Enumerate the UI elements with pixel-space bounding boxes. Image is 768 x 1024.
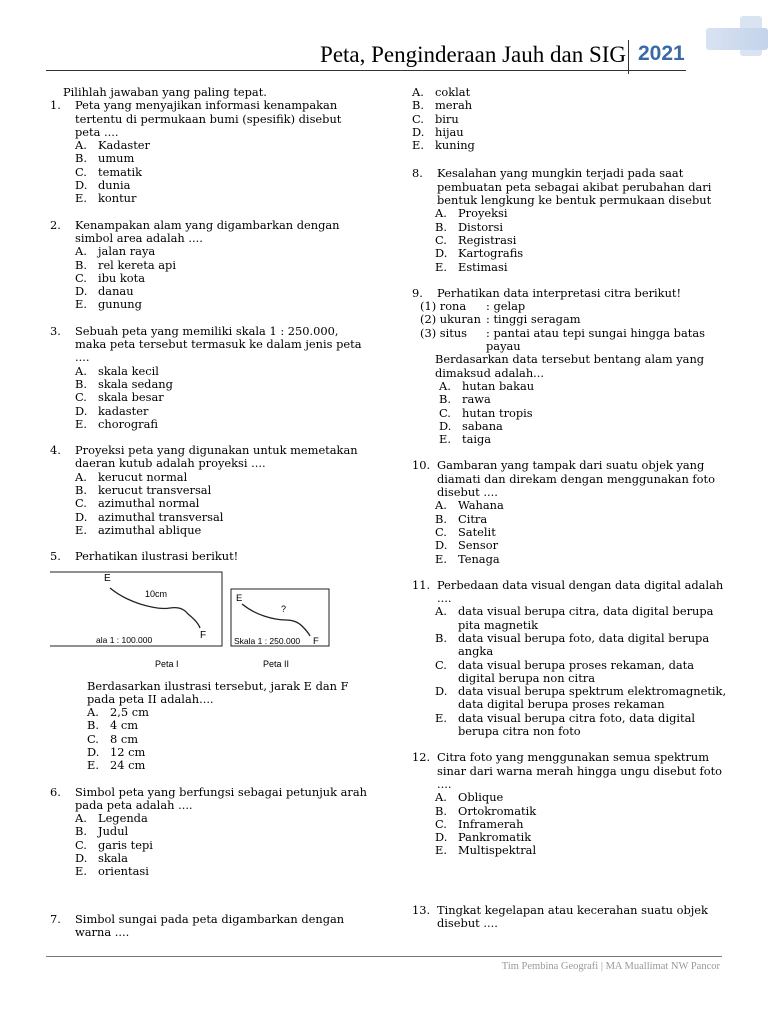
question-text: Sebuah peta yang memiliki skala 1 : 250.000, maka peta tersebut termasuk ke dalam jenis peta .... bbox=[75, 323, 362, 365]
option-text: kerucut normal bbox=[98, 469, 188, 484]
question-header bbox=[50, 325, 370, 365]
option-text: skala kecil bbox=[98, 363, 159, 378]
answer-option bbox=[412, 380, 732, 393]
option-letter: D. bbox=[75, 178, 88, 193]
option-letter: D. bbox=[87, 744, 100, 759]
answer-option bbox=[412, 659, 732, 686]
answer-option bbox=[50, 511, 370, 524]
option-text: kuning bbox=[435, 138, 475, 153]
question-4 bbox=[50, 444, 370, 537]
question-5-followup: Berdasarkan ilustrasi tersebut, jarak E dan F pada peta II adalah.... bbox=[87, 678, 349, 706]
answer-option bbox=[412, 86, 732, 99]
option-letter: E. bbox=[75, 191, 87, 206]
option-text: data visual berupa citra, data digital berupa pita magnetik bbox=[458, 604, 714, 632]
question-5 bbox=[50, 550, 370, 772]
option-letter: C. bbox=[87, 731, 99, 746]
question-text: Peta yang menyajikan informasi kenampakan tertentu di permukaan bumi (spesifik) disebut peta .... bbox=[75, 98, 342, 139]
question-6 bbox=[50, 786, 370, 879]
option-text: azimuthal normal bbox=[98, 496, 200, 511]
option-letter: B. bbox=[435, 219, 447, 234]
option-letter: A. bbox=[435, 604, 447, 619]
answer-option bbox=[412, 207, 732, 220]
answer-option bbox=[50, 245, 370, 258]
answer-option bbox=[50, 139, 370, 152]
option-letter: B. bbox=[75, 483, 87, 498]
option-letter: D. bbox=[435, 684, 448, 699]
item-value: : gelap bbox=[486, 299, 526, 314]
answer-option bbox=[412, 234, 732, 247]
option-letter: D. bbox=[435, 246, 448, 261]
option-text: rawa bbox=[462, 392, 491, 407]
option-text: Multispektral bbox=[458, 843, 537, 858]
item-label: (1) rona bbox=[420, 299, 467, 314]
question-7-options bbox=[412, 86, 732, 152]
option-text: Kadaster bbox=[98, 138, 150, 153]
option-text: data visual berupa citra foto, data digital berupa citra non foto bbox=[458, 710, 696, 739]
question-number: 4. bbox=[50, 443, 61, 458]
option-letter: A. bbox=[75, 363, 87, 378]
header-rule bbox=[46, 70, 686, 71]
answer-option bbox=[50, 852, 370, 865]
option-text: hutan bakau bbox=[462, 378, 535, 393]
option-letter: A. bbox=[87, 705, 99, 720]
map1-point-e: E bbox=[104, 572, 111, 584]
option-letter: D. bbox=[75, 284, 88, 299]
question-number: 11. bbox=[412, 577, 431, 592]
question-9-followup: Berdasarkan data tersebut bentang alam yang dimaksud adalah... bbox=[435, 352, 705, 380]
page-year: 2021 bbox=[638, 42, 685, 65]
option-text: tematik bbox=[98, 164, 143, 179]
question-number: 3. bbox=[50, 323, 61, 338]
option-text: Inframerah bbox=[458, 816, 524, 831]
question-3 bbox=[50, 325, 370, 431]
answer-option bbox=[412, 139, 732, 152]
option-letter: A. bbox=[435, 790, 447, 805]
option-text: Oblique bbox=[458, 790, 504, 805]
question-number: 2. bbox=[50, 217, 61, 232]
option-letter: C. bbox=[75, 390, 87, 405]
interpretation-item bbox=[420, 313, 732, 326]
question-header bbox=[50, 444, 370, 471]
option-text: Distorsi bbox=[458, 219, 503, 234]
answer-option bbox=[412, 791, 732, 804]
answer-option bbox=[50, 865, 370, 878]
page-footer: Tim Pembina Geografi | MA Muallimat NW Pancor bbox=[501, 961, 720, 972]
interpretation-item bbox=[420, 300, 732, 313]
answer-option bbox=[412, 433, 732, 446]
answer-option bbox=[412, 99, 732, 112]
question-number: 12. bbox=[412, 750, 431, 765]
question-9 bbox=[412, 287, 732, 447]
question-7 bbox=[50, 913, 370, 940]
question-11 bbox=[412, 579, 732, 739]
answer-option bbox=[50, 746, 370, 759]
item-value: : pantai atau tepi sungai hingga batas payau bbox=[486, 325, 705, 354]
option-text: chorografi bbox=[98, 416, 159, 431]
option-text: dunia bbox=[98, 178, 131, 193]
answer-option bbox=[50, 259, 370, 272]
answer-option bbox=[50, 391, 370, 404]
option-text: 12 cm bbox=[110, 744, 146, 759]
question-text: Simbol sungai pada peta digambarkan dengan warna .... bbox=[75, 911, 345, 939]
option-letter: A. bbox=[75, 469, 87, 484]
option-text: skala sedang bbox=[98, 376, 173, 391]
option-letter: E. bbox=[87, 758, 99, 773]
option-letter: A. bbox=[75, 138, 87, 153]
answer-option bbox=[50, 471, 370, 484]
answer-option bbox=[50, 272, 370, 285]
option-text: orientasi bbox=[98, 864, 149, 879]
option-text: data visual berupa proses rekaman, data digital berupa non citra bbox=[458, 657, 695, 685]
footer-rule bbox=[46, 956, 722, 957]
right-column bbox=[412, 86, 732, 943]
answer-option bbox=[412, 605, 732, 632]
option-text: gunung bbox=[98, 297, 142, 312]
option-text: danau bbox=[98, 284, 134, 299]
header-decoration-bar bbox=[706, 28, 768, 50]
option-text: coklat bbox=[435, 85, 471, 99]
option-text: merah bbox=[435, 98, 473, 113]
option-letter: C. bbox=[435, 816, 447, 831]
option-letter: E. bbox=[435, 710, 447, 725]
item-label: (3) situs bbox=[420, 325, 468, 340]
option-text: Legenda bbox=[98, 811, 148, 826]
option-letter: D. bbox=[412, 124, 425, 139]
map1-distance: 10cm bbox=[145, 588, 168, 599]
option-text: rel kereta api bbox=[98, 257, 176, 272]
answer-option bbox=[50, 405, 370, 418]
answer-option bbox=[50, 825, 370, 838]
option-text: 4 cm bbox=[110, 718, 139, 733]
map-illustration bbox=[50, 570, 370, 674]
option-text: jalan raya bbox=[98, 244, 156, 259]
option-letter: B. bbox=[435, 630, 447, 645]
option-letter: C. bbox=[435, 657, 447, 672]
option-text: Citra bbox=[458, 511, 488, 526]
answer-option bbox=[50, 298, 370, 311]
option-letter: E. bbox=[435, 259, 447, 274]
answer-option bbox=[412, 539, 732, 552]
answer-option bbox=[412, 526, 732, 539]
option-letter: E. bbox=[75, 416, 87, 431]
option-text: ibu kota bbox=[98, 270, 146, 285]
map1-point-f: F bbox=[200, 629, 207, 641]
instruction: Pilihlah jawaban yang paling tepat. bbox=[63, 85, 267, 99]
option-text: garis tepi bbox=[98, 837, 153, 852]
question-text: Perhatikan ilustrasi berikut! bbox=[75, 549, 239, 564]
option-letter: E. bbox=[75, 864, 87, 879]
answer-option bbox=[50, 179, 370, 192]
question-number: 8. bbox=[412, 166, 423, 181]
answer-option bbox=[50, 378, 370, 391]
option-letter: A. bbox=[439, 378, 451, 393]
question-text: Citra foto yang menggunakan semua spektrum sinar dari warna merah hingga ungu disebut foto .... bbox=[437, 750, 723, 791]
answer-option bbox=[50, 497, 370, 510]
option-letter: E. bbox=[435, 551, 447, 566]
option-text: 8 cm bbox=[110, 731, 139, 746]
option-letter: A. bbox=[412, 85, 424, 99]
option-text: data visual berupa foto, data digital berupa angka bbox=[458, 630, 710, 659]
answer-option bbox=[412, 393, 732, 406]
option-letter: D. bbox=[75, 403, 88, 418]
option-text: Registrasi bbox=[458, 232, 517, 247]
option-letter: B. bbox=[75, 257, 87, 272]
answer-option bbox=[412, 420, 732, 433]
answer-option bbox=[412, 407, 732, 420]
answer-option bbox=[412, 513, 732, 526]
option-letter: B. bbox=[435, 511, 447, 526]
option-text: 2,5 cm bbox=[110, 705, 149, 720]
option-letter: E. bbox=[435, 843, 447, 858]
option-text: Estimasi bbox=[458, 259, 508, 274]
answer-option bbox=[50, 759, 370, 772]
question-number: 1. bbox=[50, 98, 61, 113]
question-number: 7. bbox=[50, 911, 61, 926]
option-letter: B. bbox=[75, 376, 87, 391]
answer-option bbox=[50, 719, 370, 732]
answer-option bbox=[412, 685, 732, 712]
answer-option bbox=[412, 632, 732, 659]
option-letter: E. bbox=[75, 297, 87, 312]
option-text: taiga bbox=[462, 432, 492, 447]
option-text: Sensor bbox=[458, 538, 499, 553]
map1-scale: ala 1 : 100.000 bbox=[96, 634, 153, 645]
answer-option bbox=[50, 839, 370, 852]
option-letter: C. bbox=[75, 164, 87, 179]
map2-distance: ? bbox=[281, 603, 287, 614]
answer-option bbox=[50, 192, 370, 205]
option-letter: A. bbox=[75, 811, 87, 826]
question-8 bbox=[412, 167, 732, 273]
option-text: 24 cm bbox=[110, 758, 146, 773]
option-letter: D. bbox=[75, 509, 88, 524]
page-title: Peta, Penginderaan Jauh dan SIG bbox=[320, 42, 626, 67]
option-text: Satelit bbox=[458, 524, 496, 539]
question-10 bbox=[412, 459, 732, 565]
question-text: Tingkat kegelapan atau kecerahan suatu objek disebut .... bbox=[437, 902, 708, 931]
map2-point-f: F bbox=[313, 635, 319, 647]
question-header bbox=[50, 99, 370, 139]
question-number: 6. bbox=[50, 784, 61, 799]
option-text: Tenaga bbox=[458, 551, 500, 566]
answer-option bbox=[50, 706, 370, 719]
option-letter: B. bbox=[412, 98, 424, 113]
answer-option bbox=[50, 365, 370, 378]
option-text: hijau bbox=[435, 124, 464, 139]
question-text: Proyeksi peta yang digunakan untuk memetakan daeran kutub adalah proyeksi .... bbox=[75, 443, 358, 471]
answer-option bbox=[412, 261, 732, 274]
question-12 bbox=[412, 751, 732, 857]
option-letter: E. bbox=[439, 432, 451, 447]
option-text: Wahana bbox=[458, 498, 504, 513]
item-label: (2) ukuran bbox=[420, 312, 481, 327]
option-text: Ortokromatik bbox=[458, 803, 537, 818]
option-text: hutan tropis bbox=[462, 405, 533, 420]
option-letter: C. bbox=[435, 524, 447, 539]
map1-caption: Peta I bbox=[155, 658, 179, 669]
header-divider bbox=[628, 40, 629, 74]
option-text: Pankromatik bbox=[458, 830, 532, 845]
option-text: sabana bbox=[462, 418, 503, 433]
answer-option bbox=[412, 712, 732, 739]
option-text: data visual berupa spektrum elektromagnetik, data digital berupa proses rekaman bbox=[458, 684, 727, 712]
question-text: Simbol peta yang berfungsi sebagai petunjuk arah pada peta adalah .... bbox=[75, 784, 367, 812]
option-letter: B. bbox=[87, 718, 99, 733]
answer-option bbox=[50, 812, 370, 825]
answer-option bbox=[412, 553, 732, 566]
option-text: azimuthal transversal bbox=[98, 509, 224, 524]
question-number: 9. bbox=[412, 285, 423, 300]
question-number: 5. bbox=[50, 549, 61, 564]
option-letter: C. bbox=[435, 232, 447, 247]
question-text: Perbedaan data visual dengan data digital adalah .... bbox=[437, 577, 724, 606]
option-text: kerucut transversal bbox=[98, 483, 212, 498]
answer-option bbox=[412, 844, 732, 857]
left-column bbox=[50, 86, 370, 952]
answer-option bbox=[50, 733, 370, 746]
option-text: Proyeksi bbox=[458, 206, 508, 221]
answer-option bbox=[50, 418, 370, 431]
question-header bbox=[50, 219, 370, 246]
option-letter: C. bbox=[75, 837, 87, 852]
option-letter: B. bbox=[435, 803, 447, 818]
option-letter: E. bbox=[75, 522, 87, 537]
map2-point-e: E bbox=[236, 592, 243, 604]
option-letter: C. bbox=[75, 270, 87, 285]
question-2 bbox=[50, 219, 370, 312]
option-text: biru bbox=[435, 111, 459, 126]
option-letter: C. bbox=[439, 405, 451, 420]
option-letter: D. bbox=[435, 830, 448, 845]
answer-option bbox=[50, 524, 370, 537]
option-letter: A. bbox=[435, 206, 447, 221]
option-letter: D. bbox=[439, 418, 452, 433]
question-text: Perhatikan data interpretasi citra berikut! bbox=[437, 285, 682, 300]
answer-option bbox=[412, 831, 732, 844]
answer-option bbox=[50, 152, 370, 165]
option-text: azimuthal ablique bbox=[98, 522, 202, 537]
question-number: 13. bbox=[412, 902, 431, 917]
option-letter: C. bbox=[412, 111, 424, 126]
answer-option bbox=[50, 166, 370, 179]
question-text: Kenampakan alam yang digambarkan dengan simbol area adalah .... bbox=[75, 217, 340, 245]
interpretation-item bbox=[420, 327, 732, 354]
option-letter: D. bbox=[75, 851, 88, 866]
option-letter: E. bbox=[412, 138, 424, 153]
question-text: Kesalahan yang mungkin terjadi pada saat pembuatan peta sebagai akibat perubahan dari bentuk lengkung ke bentuk permukaan disebut bbox=[437, 166, 712, 208]
map2-scale: Skala 1 : 250.000 bbox=[234, 635, 301, 646]
item-value: : tinggi seragam bbox=[486, 312, 581, 327]
option-letter: C. bbox=[75, 496, 87, 511]
option-text: kontur bbox=[98, 191, 137, 206]
option-text: skala besar bbox=[98, 390, 164, 405]
option-letter: D. bbox=[435, 538, 448, 553]
option-letter: B. bbox=[439, 392, 451, 407]
option-text: umum bbox=[98, 151, 135, 166]
answer-option bbox=[412, 126, 732, 139]
option-letter: B. bbox=[75, 151, 87, 166]
question-number: 10. bbox=[412, 458, 431, 473]
answer-option bbox=[50, 484, 370, 497]
answer-option bbox=[412, 499, 732, 512]
answer-option bbox=[412, 247, 732, 260]
map2-caption: Peta II bbox=[263, 658, 290, 669]
map-figure bbox=[50, 570, 370, 674]
option-text: Judul bbox=[98, 824, 129, 839]
option-letter: A. bbox=[75, 244, 87, 259]
option-text: Kartografis bbox=[458, 246, 524, 261]
answer-option bbox=[412, 805, 732, 818]
option-letter: B. bbox=[75, 824, 87, 839]
question-13 bbox=[412, 904, 732, 931]
option-text: skala bbox=[98, 851, 128, 866]
option-text: kadaster bbox=[98, 403, 149, 418]
question-text: Gambaran yang tampak dari suatu objek yang diamati dan direkam dengan menggunakan foto disebut .... bbox=[437, 458, 715, 500]
question-1 bbox=[50, 99, 370, 205]
answer-option bbox=[50, 285, 370, 298]
answer-option bbox=[412, 221, 732, 234]
answer-option bbox=[412, 113, 732, 126]
option-letter: A. bbox=[435, 498, 447, 513]
answer-option bbox=[412, 818, 732, 831]
